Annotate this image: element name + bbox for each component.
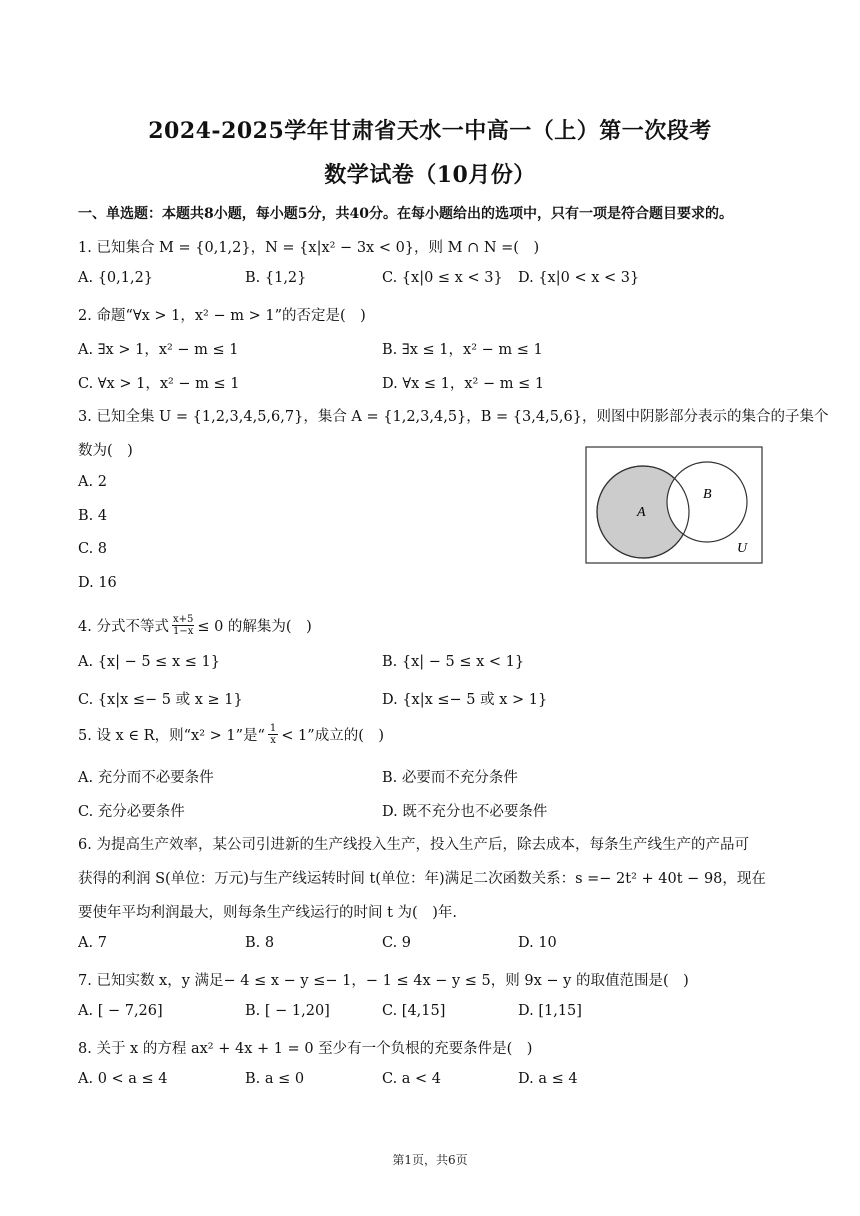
question-4-stem [78, 614, 312, 637]
venn-diagram [585, 446, 763, 564]
q1-option-d: D. {x|0 < x < 3} [518, 270, 640, 286]
q4-fraction [172, 614, 194, 637]
q2-option-c: C. ∀x > 1，x² − m ≤ 1 [78, 376, 240, 392]
q2-option-b: B. ∃x ≤ 1，x² − m ≤ 1 [382, 342, 543, 358]
q3-option-b: B. 4 [78, 508, 108, 524]
label-b: B [703, 487, 712, 502]
q5-fraction [268, 723, 278, 746]
exam-title: 2024-2025学年甘肃省天水一中高一（上）第一次段考 [148, 118, 712, 144]
q5-option-a: A. 充分而不必要条件 [78, 770, 214, 786]
question-3-stem-line1: 3. 已知全集 U = {1,2,3,4,5,6,7}，集合 A = {1,2,3,4,5}，B = {3,4,5,6}，则图中阴影部分表示的集合的子集个 [78, 409, 829, 425]
q4-option-b: B. {x| − 5 ≤ x < 1} [382, 654, 525, 670]
q4-fraction-numerator: x+5 [172, 614, 194, 625]
q6-option-d: D. 10 [518, 935, 557, 951]
set-b-circle [667, 462, 747, 542]
exam-subtitle: 数学试卷（10月份） [324, 162, 536, 188]
page-footer: 第1页，共6页 [392, 1153, 468, 1167]
q2-option-d: D. ∀x ≤ 1，x² − m ≤ 1 [382, 376, 545, 392]
question-6-stem-line2: 获得的利润 S(单位：万元)与生产线运转时间 t(单位：年)满足二次函数关系：s =− 2t² + 40t − 98，现在 [78, 871, 766, 887]
q1-option-b: B. {1,2} [245, 270, 307, 286]
q3-option-d: D. 16 [78, 575, 117, 591]
q5-fraction-denominator: x [270, 735, 276, 746]
q6-option-b: B. 8 [245, 935, 275, 951]
q4-option-d: D. {x|x ≤− 5 或 x > 1} [382, 692, 548, 708]
question-2-stem: 2. 命题“∀x > 1，x² − m > 1”的否定是( ) [78, 308, 366, 324]
question-3-stem-line2: 数为( ) [78, 443, 133, 459]
q8-option-d: D. a ≤ 4 [518, 1071, 578, 1087]
q5-option-d: D. 既不充分也不必要条件 [382, 804, 548, 820]
label-u: U [737, 541, 748, 556]
q5-stem-suffix: < 1”成立的( ) [281, 728, 385, 744]
q5-option-b: B. 必要而不充分条件 [382, 770, 518, 786]
q8-option-a: A. 0 < a ≤ 4 [78, 1071, 168, 1087]
q7-option-c: C. [4,15] [382, 1003, 446, 1019]
q5-fraction-numerator: 1 [269, 723, 277, 734]
q6-option-a: A. 7 [78, 935, 107, 951]
question-5-stem [78, 723, 384, 746]
q8-option-c: C. a < 4 [382, 1071, 442, 1087]
question-8-stem: 8. 关于 x 的方程 ax² + 4x + 1 = 0 至少有一个负根的充要条件是( ) [78, 1041, 533, 1057]
q7-option-d: D. [1,15] [518, 1003, 582, 1019]
q4-fraction-denominator: 1−x [172, 626, 194, 637]
question-6-stem-line3: 要使年平均利润最大，则每条生产线运行的时间 t 为( )年. [78, 905, 457, 921]
question-1-stem: 1. 已知集合 M = {0,1,2}，N = {x|x² − 3x < 0}，则 M ∩ N =( ) [78, 240, 540, 256]
q1-option-a: A. {0,1,2} [78, 270, 154, 286]
section-heading: 一、单选题：本题共8小题，每小题5分，共40分。在每小题给出的选项中，只有一项是符合题目要求的。 [78, 206, 733, 222]
q4-stem-prefix: 4. 分式不等式 [78, 619, 169, 635]
question-6-stem-line1: 6. 为提高生产效率，某公司引进新的生产线投入生产，投入生产后，除去成本，每条生产线生产的产品可 [78, 837, 749, 853]
q7-option-a: A. [ − 7,26] [78, 1003, 163, 1019]
q4-stem-suffix: ≤ 0 的解集为( ) [197, 619, 312, 635]
q3-option-c: C. 8 [78, 541, 108, 557]
question-7-stem: 7. 已知实数 x，y 满足− 4 ≤ x − y ≤− 1，− 1 ≤ 4x − y ≤ 5，则 9x − y 的取值范围是( ) [78, 973, 689, 989]
q2-option-a: A. ∃x > 1，x² − m ≤ 1 [78, 342, 239, 358]
q4-option-c: C. {x|x ≤− 5 或 x ≥ 1} [78, 692, 243, 708]
q7-option-b: B. [ − 1,20] [245, 1003, 330, 1019]
q8-option-b: B. a ≤ 0 [245, 1071, 305, 1087]
q3-option-a: A. 2 [78, 474, 107, 490]
q4-option-a: A. {x| − 5 ≤ x ≤ 1} [78, 654, 220, 670]
q5-stem-prefix: 5. 设 x ∈ R，则“x² > 1”是“ [78, 728, 265, 744]
q5-option-c: C. 充分必要条件 [78, 804, 185, 820]
q1-option-c: C. {x|0 ≤ x < 3} [382, 270, 503, 286]
q6-option-c: C. 9 [382, 935, 412, 951]
label-a: A [637, 505, 646, 520]
